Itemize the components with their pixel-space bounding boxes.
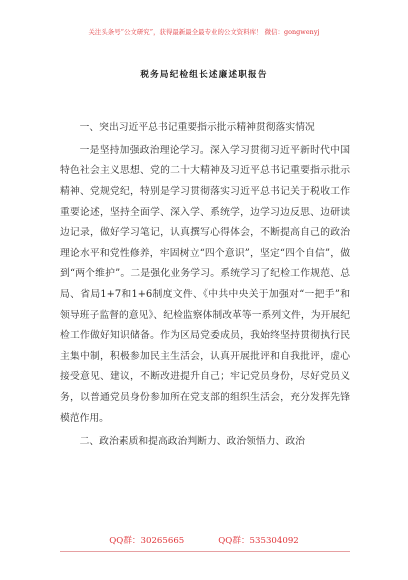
- section-heading-2: 二、政治素质和提高政治判断力、政治领悟力、政治: [79, 435, 305, 447]
- footer-qq-group-2: QQ群：535304092: [218, 536, 299, 546]
- header-banner: 关注头条号“公文研究”，获得最新最全最专业的公文资料库！ 微信：gongwenyj: [88, 28, 320, 36]
- body-paragraph: 一是坚持加强政治理论学习。深入学习贯彻习近平新时代中国特色社会主义思想、党的二十大精神及习近平总书记重要指示批示精神、党规党纪，特别是学习贯彻落实习近平总书记关于税收工作重要论述，坚持全面学、深入学、系统学，边学习边反思、边研读边记录，做好学习笔记，认真撰写心得体会，不断提高自己的政治理论水平和党性修养，牢固树立“四个意识”，坚定“四个自信”，做到“两个维护”。二是强化业务学习。系统学习了纪检工作规范、总局、省局1+7和1+6制度文件、《中共中央关于加强对“一把手”和领导班子监督的意见》、纪检监察体制改革等一系列文件，为开展纪检工作做好知识储备。作为区局党委成员，我始终坚持贯彻执行民主集中制，积极参加民主生活会，认真开展批评和自我批评，虚心接受意见、建议，不断改进提升自己；牢记党员身份，尽好党员义务，以普通党员身份参加所在党支部的组织生活会，充分发挥先锋模范作用。: [60, 144, 350, 424]
- footer-divider: [60, 551, 350, 552]
- document-body: [60, 118, 350, 454]
- section-heading-1: 一、突出习近平总书记重要指示批示精神贯彻落实情况: [79, 122, 315, 133]
- footer-qq-group-1: QQ群：30265665: [109, 536, 185, 546]
- document-title: 税务局纪检组长述廉述职报告: [140, 70, 268, 80]
- footer-qq-groups: [0, 535, 408, 547]
